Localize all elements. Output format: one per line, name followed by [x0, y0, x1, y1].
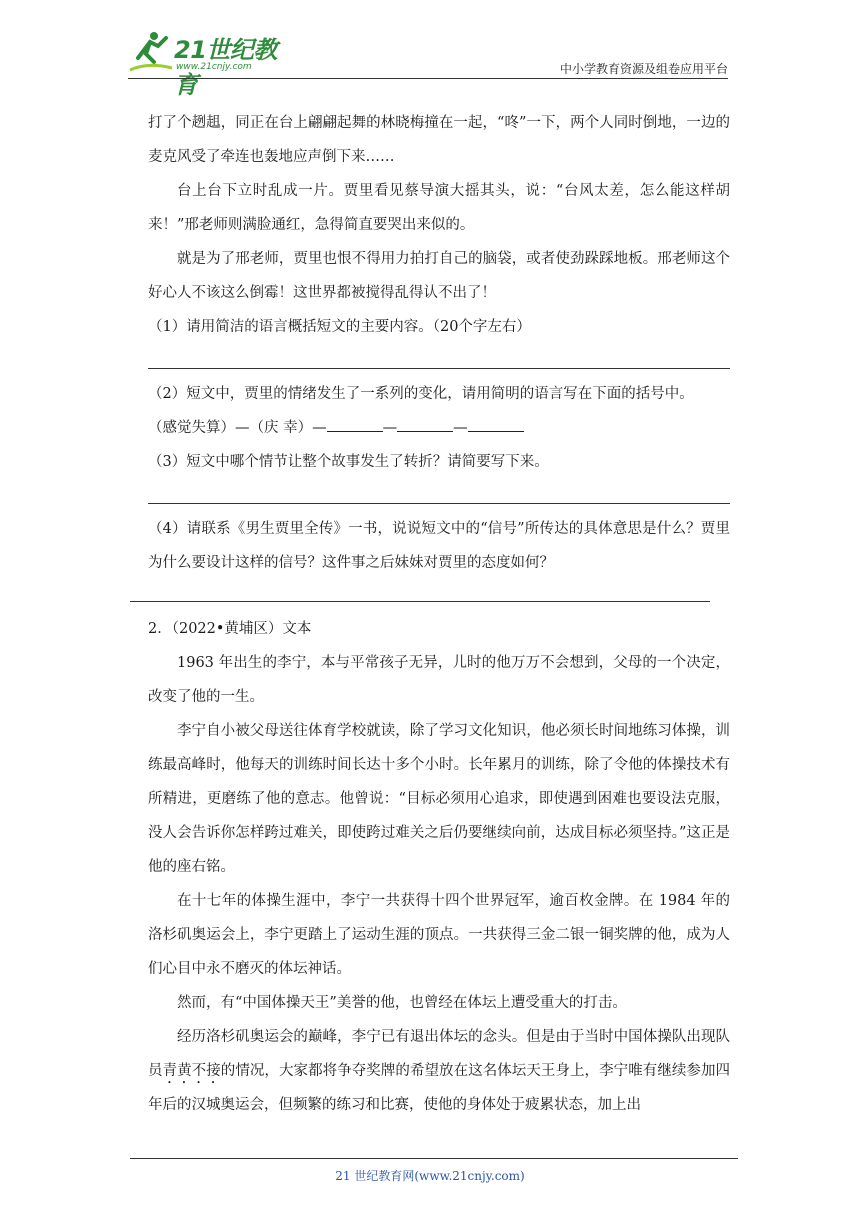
section2-paragraph-1: 1963 年出生的李宁，本与平常孩子无异，儿时的他万万不会想到，父母的一个决定，改变了他的一生。 — [148, 655, 730, 705]
answer-line-q4[interactable] — [130, 601, 710, 602]
question-2-chain — [148, 411, 730, 445]
passage1-paragraph-2: 台上台下立时乱成一片。贾里看见蔡导演大摇其头，说：“台风太差，怎么能这样胡来！”邢老师则满脸通红，急得简直要哭出来似的。 — [148, 183, 730, 233]
paragraph5-part-a: 经历洛杉矶奥运会的巅峰，李宁已有退出体坛的念头。但是由于当时中国体操队出现队员 — [148, 1029, 730, 1079]
header-tagline: 中小学教育资源及组卷应用平台 — [559, 62, 728, 76]
passage1-paragraph-3: 就是为了邢老师，贾里也恨不得用力拍打自己的脑袋，或者使劲跺踩地板。邢老师这个好心人不该这么倒霉！这世界都被搅得乱得认不出了！ — [148, 251, 730, 301]
answer-blank-1[interactable] — [327, 417, 383, 432]
page-footer: 21 世纪教育网(www.21cnjy.com) — [335, 1169, 525, 1183]
section2-heading: 2．（2022•黄埔区）文本 — [148, 621, 312, 637]
passage1-paragraph-1: 打了个趔趄，同正在台上翩翩起舞的林晓梅撞在一起，“咚”一下，两个人同时倒地，一边的麦克风受了牵连也轰地应声倒下来…… — [148, 115, 730, 165]
section2-paragraph-5 — [148, 1020, 730, 1122]
question-section-2 — [148, 612, 730, 1122]
chain-dash-2: — — [453, 420, 468, 436]
header-divider — [128, 78, 728, 79]
question-4: （4）请联系《男生贾里全传》一书，说说短文中的“信号”所传达的具体意思是什么？贾里为什么要设计这样的信号？这件事之后妹妹对贾里的态度如何？ — [148, 521, 730, 571]
question-1: （1）请用简洁的语言概括短文的主要内容。（20个字左右） — [148, 319, 531, 335]
answer-blank-2[interactable] — [397, 417, 453, 432]
question-2: （2）短文中，贾里的情绪发生了一系列的变化，请用简明的语言写在下面的括号中。 — [148, 386, 694, 402]
answer-blank-3[interactable] — [468, 417, 524, 432]
emphasized-phrase: 青黄不接 — [162, 1063, 221, 1079]
logo-url: www.21cnjy.com — [176, 62, 252, 72]
chain-dash-1: — — [382, 420, 398, 436]
logo-text: 21世纪教育 — [174, 36, 277, 99]
answer-line-q3[interactable] — [148, 485, 730, 504]
site-logo — [128, 28, 298, 99]
runner-logo-icon — [128, 28, 174, 74]
emotion-chain-label: （感觉失算）—（庆 幸）— — [148, 420, 327, 436]
answer-line-q1[interactable] — [148, 350, 730, 369]
footer-divider — [130, 1158, 738, 1159]
section2-paragraph-3: 在十七年的体操生涯中，李宁一共获得十四个世界冠军，逾百枚金牌。在 1984 年的洛杉矶奥运会上，李宁更踏上了运动生涯的顶点。一共获得三金二银一铜奖牌的他，成为人们心目中永不磨灭的体坛神话。 — [148, 893, 730, 977]
passage-1 — [148, 106, 730, 580]
paragraph5-part-c: 的情况，大家都将争夺奖牌的希望放在这名体坛天王身上，李宁唯有继续参加四年后的汉城奥运会，但频繁的练习和比赛，使他的身体处于疲累状态，加上出 — [148, 1063, 731, 1113]
page-header — [128, 28, 728, 99]
section2-paragraph-4: 然而，有“中国体操天王”美誉的他，也曾经在体坛上遭受重大的打击。 — [177, 995, 627, 1011]
section2-paragraph-2: 李宁自小被父母送往体育学校就读，除了学习文化知识，他必须长时间地练习体操，训练最高峰时，他每天的训练时间长达十多个小时。长年累月的训练，除了令他的体操技术有所精进，更磨练了他的意志。他曾说：“目标必须用心追求，即使遇到困难也要设法克服，没人会告诉你怎样跨过难关，即使跨过难关之后仍要继续向前，达成目标必须坚持。”这正是他的座右铭。 — [148, 723, 730, 875]
question-3: （3）短文中哪个情节让整个故事发生了转折？请简要写下来。 — [148, 454, 549, 470]
